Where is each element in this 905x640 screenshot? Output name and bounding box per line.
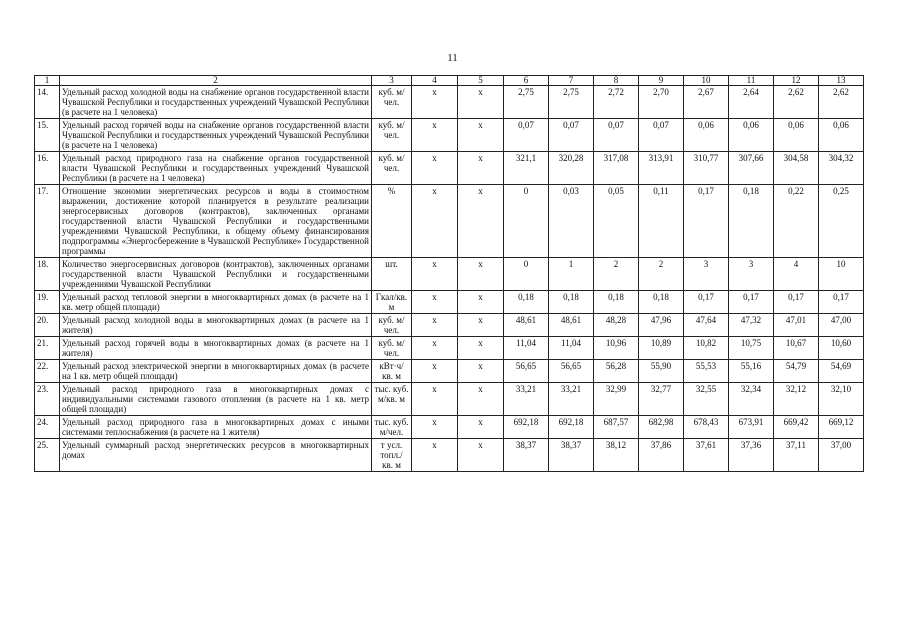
value-cell: 37,86 [639,439,684,472]
unit-cell: % [372,185,412,258]
value-cell: 38,37 [504,439,549,472]
value-cell: 0,18 [729,185,774,258]
table-row [35,86,864,119]
column-4-cell: х [412,86,458,119]
row-number-cell: 25. [35,439,60,472]
value-cell: 48,61 [504,314,549,337]
row-number-cell: 15. [35,119,60,152]
value-cell: 0 [504,258,549,291]
column-header-13: 13 [819,76,864,86]
column-4-cell: х [412,258,458,291]
column-header-4: 4 [412,76,458,86]
value-cell: 32,77 [639,383,684,416]
indicator-name-cell: Удельный расход природного газа в многоквартирных домах с индивидуальными системами газового отопления (в расчете на 1 кв. метр общей площади) [60,383,372,416]
value-cell: 0 [504,185,549,258]
value-cell: 0,11 [639,185,684,258]
value-cell: 10,67 [774,337,819,360]
value-cell: 0,17 [729,291,774,314]
column-header-10: 10 [684,76,729,86]
table-row [35,416,864,439]
column-header-8: 8 [594,76,639,86]
value-cell: 304,58 [774,152,819,185]
column-header-5: 5 [458,76,504,86]
value-cell: 38,12 [594,439,639,472]
value-cell: 0,06 [819,119,864,152]
table-row [35,360,864,383]
value-cell: 54,79 [774,360,819,383]
column-5-cell: х [458,119,504,152]
column-5-cell: х [458,291,504,314]
table-row [35,314,864,337]
row-number-cell: 22. [35,360,60,383]
row-number-cell: 19. [35,291,60,314]
value-cell: 55,90 [639,360,684,383]
column-4-cell: х [412,119,458,152]
row-number-cell: 23. [35,383,60,416]
value-cell: 304,32 [819,152,864,185]
value-cell: 310,77 [684,152,729,185]
column-header-7: 7 [549,76,594,86]
value-cell: 2,62 [774,86,819,119]
value-cell: 2 [594,258,639,291]
value-cell: 687,57 [594,416,639,439]
value-cell: 682,98 [639,416,684,439]
value-cell: 0,07 [549,119,594,152]
value-cell: 55,53 [684,360,729,383]
row-number-cell: 20. [35,314,60,337]
unit-cell: шт. [372,258,412,291]
column-4-cell: х [412,291,458,314]
value-cell: 10,75 [729,337,774,360]
value-cell: 1 [549,258,594,291]
row-number-cell: 24. [35,416,60,439]
value-cell: 10,96 [594,337,639,360]
value-cell: 48,28 [594,314,639,337]
value-cell: 0,17 [684,185,729,258]
indicator-name-cell: Удельный расход электрической энергии в многоквартирных домах (в расчете на 1 кв. метр общей площади) [60,360,372,383]
column-5-cell: х [458,152,504,185]
value-cell: 54,69 [819,360,864,383]
table-row [35,152,864,185]
column-4-cell: х [412,416,458,439]
value-cell: 2,64 [729,86,774,119]
indicator-name-cell: Удельный расход тепловой энергии в многоквартирных домах (в расчете на 1 кв. метр общей площади) [60,291,372,314]
value-cell: 669,42 [774,416,819,439]
value-cell: 48,61 [549,314,594,337]
indicator-name-cell: Отношение экономии энергетических ресурсов и воды в стоимостном выражении, достижение которой планируется в результате реализации энергосервисных договоров (контрактов), заключенных органами государственной власти Чувашской Республики и государственными учреждениями Чувашской Республики, к общему объему финансирования подпрограммы «Энергосбережение в Чувашской Республике» Государственной программы [60,185,372,258]
value-cell: 38,37 [549,439,594,472]
column-5-cell: х [458,416,504,439]
value-cell: 0,17 [684,291,729,314]
column-header-6: 6 [504,76,549,86]
indicator-name-cell: Удельный расход природного газа на снабжение органов государственной власти Чувашской Республики и государственных учреждений Чувашской Республики (в расчете на 1 человека) [60,152,372,185]
value-cell: 0,18 [639,291,684,314]
value-cell: 47,96 [639,314,684,337]
column-5-cell: х [458,383,504,416]
value-cell: 4 [774,258,819,291]
column-5-cell: х [458,439,504,472]
value-cell: 37,00 [819,439,864,472]
value-cell: 0,05 [594,185,639,258]
value-cell: 2 [639,258,684,291]
value-cell: 47,64 [684,314,729,337]
value-cell: 0,07 [639,119,684,152]
column-header-3: 3 [372,76,412,86]
value-cell: 56,28 [594,360,639,383]
table-row [35,337,864,360]
indicator-name-cell: Удельный расход горячей воды на снабжение органов государственной власти Чувашской Республики и государственных учреждений Чувашской Республики (в расчете на 1 человека) [60,119,372,152]
value-cell: 10,60 [819,337,864,360]
indicator-name-cell: Количество энергосервисных договоров (контрактов), заключенных органами государственной власти Чувашской Республики и государственными учреждениями Чувашской Республики [60,258,372,291]
column-5-cell: х [458,314,504,337]
value-cell: 692,18 [549,416,594,439]
value-cell: 317,08 [594,152,639,185]
value-cell: 11,04 [549,337,594,360]
column-5-cell: х [458,337,504,360]
row-number-cell: 14. [35,86,60,119]
value-cell: 0,07 [504,119,549,152]
value-cell: 32,55 [684,383,729,416]
unit-cell: Гкал/кв. м [372,291,412,314]
unit-cell: куб. м/чел. [372,337,412,360]
column-5-cell: х [458,258,504,291]
column-4-cell: х [412,314,458,337]
value-cell: 2,75 [549,86,594,119]
value-cell: 2,72 [594,86,639,119]
indicator-name-cell: Удельный расход холодной воды на снабжение органов государственной власти Чувашской Республики и государственных учреждений Чувашской Республики (в расчете на 1 человека) [60,86,372,119]
value-cell: 2,70 [639,86,684,119]
value-cell: 32,10 [819,383,864,416]
value-cell: 33,21 [549,383,594,416]
table-row [35,291,864,314]
value-cell: 678,43 [684,416,729,439]
value-cell: 0,06 [684,119,729,152]
indicators-table [34,75,864,472]
value-cell: 0,06 [774,119,819,152]
value-cell: 307,66 [729,152,774,185]
value-cell: 32,34 [729,383,774,416]
value-cell: 673,91 [729,416,774,439]
value-cell: 0,18 [549,291,594,314]
value-cell: 37,36 [729,439,774,472]
value-cell: 47,00 [819,314,864,337]
value-cell: 37,61 [684,439,729,472]
column-5-cell: х [458,185,504,258]
value-cell: 47,32 [729,314,774,337]
value-cell: 0,17 [774,291,819,314]
unit-cell: куб. м/чел. [372,314,412,337]
value-cell: 3 [684,258,729,291]
value-cell: 0,18 [594,291,639,314]
value-cell: 0,06 [729,119,774,152]
unit-cell: тыс. куб. м/чел. [372,416,412,439]
row-number-cell: 16. [35,152,60,185]
column-4-cell: х [412,439,458,472]
value-cell: 0,03 [549,185,594,258]
value-cell: 321,1 [504,152,549,185]
table-row [35,383,864,416]
value-cell: 313,91 [639,152,684,185]
value-cell: 32,12 [774,383,819,416]
column-4-cell: х [412,383,458,416]
value-cell: 0,07 [594,119,639,152]
value-cell: 2,67 [684,86,729,119]
header-row [35,76,864,86]
value-cell: 55,16 [729,360,774,383]
page-number: 11 [447,52,458,64]
value-cell: 3 [729,258,774,291]
value-cell: 37,11 [774,439,819,472]
table-row [35,185,864,258]
unit-cell: тыс. куб. м/кв. м [372,383,412,416]
value-cell: 0,22 [774,185,819,258]
row-number-cell: 17. [35,185,60,258]
column-header-11: 11 [729,76,774,86]
column-4-cell: х [412,360,458,383]
column-4-cell: х [412,152,458,185]
unit-cell: куб. м/чел. [372,86,412,119]
table-row [35,119,864,152]
row-number-cell: 18. [35,258,60,291]
value-cell: 320,28 [549,152,594,185]
indicator-name-cell: Удельный расход холодной воды в многоквартирных домах (в расчете на 1 жителя) [60,314,372,337]
value-cell: 10,82 [684,337,729,360]
unit-cell: т усл. топл./ кв. м [372,439,412,472]
value-cell: 0,25 [819,185,864,258]
column-5-cell: х [458,86,504,119]
value-cell: 10,89 [639,337,684,360]
value-cell: 56,65 [549,360,594,383]
value-cell: 0,17 [819,291,864,314]
value-cell: 47,01 [774,314,819,337]
unit-cell: кВт·ч/ кв. м [372,360,412,383]
unit-cell: куб. м/чел. [372,152,412,185]
indicator-name-cell: Удельный расход природного газа в многоквартирных домах с иными системами теплоснабжения (в расчете на 1 жителя) [60,416,372,439]
value-cell: 11,04 [504,337,549,360]
column-header-2: 2 [60,76,372,86]
column-header-9: 9 [639,76,684,86]
value-cell: 669,12 [819,416,864,439]
value-cell: 33,21 [504,383,549,416]
column-header-12: 12 [774,76,819,86]
column-4-cell: х [412,337,458,360]
value-cell: 0,18 [504,291,549,314]
value-cell: 56,65 [504,360,549,383]
value-cell: 32,99 [594,383,639,416]
value-cell: 692,18 [504,416,549,439]
value-cell: 2,62 [819,86,864,119]
column-header-1: 1 [35,76,60,86]
value-cell: 10 [819,258,864,291]
column-5-cell: х [458,360,504,383]
value-cell: 2,75 [504,86,549,119]
indicator-name-cell: Удельный суммарный расход энергетических ресурсов в многоквартирных домах [60,439,372,472]
unit-cell: куб. м/чел. [372,119,412,152]
table-row [35,258,864,291]
row-number-cell: 21. [35,337,60,360]
table-row [35,439,864,472]
column-4-cell: х [412,185,458,258]
indicator-name-cell: Удельный расход горячей воды в многоквартирных домах (в расчете на 1 жителя) [60,337,372,360]
